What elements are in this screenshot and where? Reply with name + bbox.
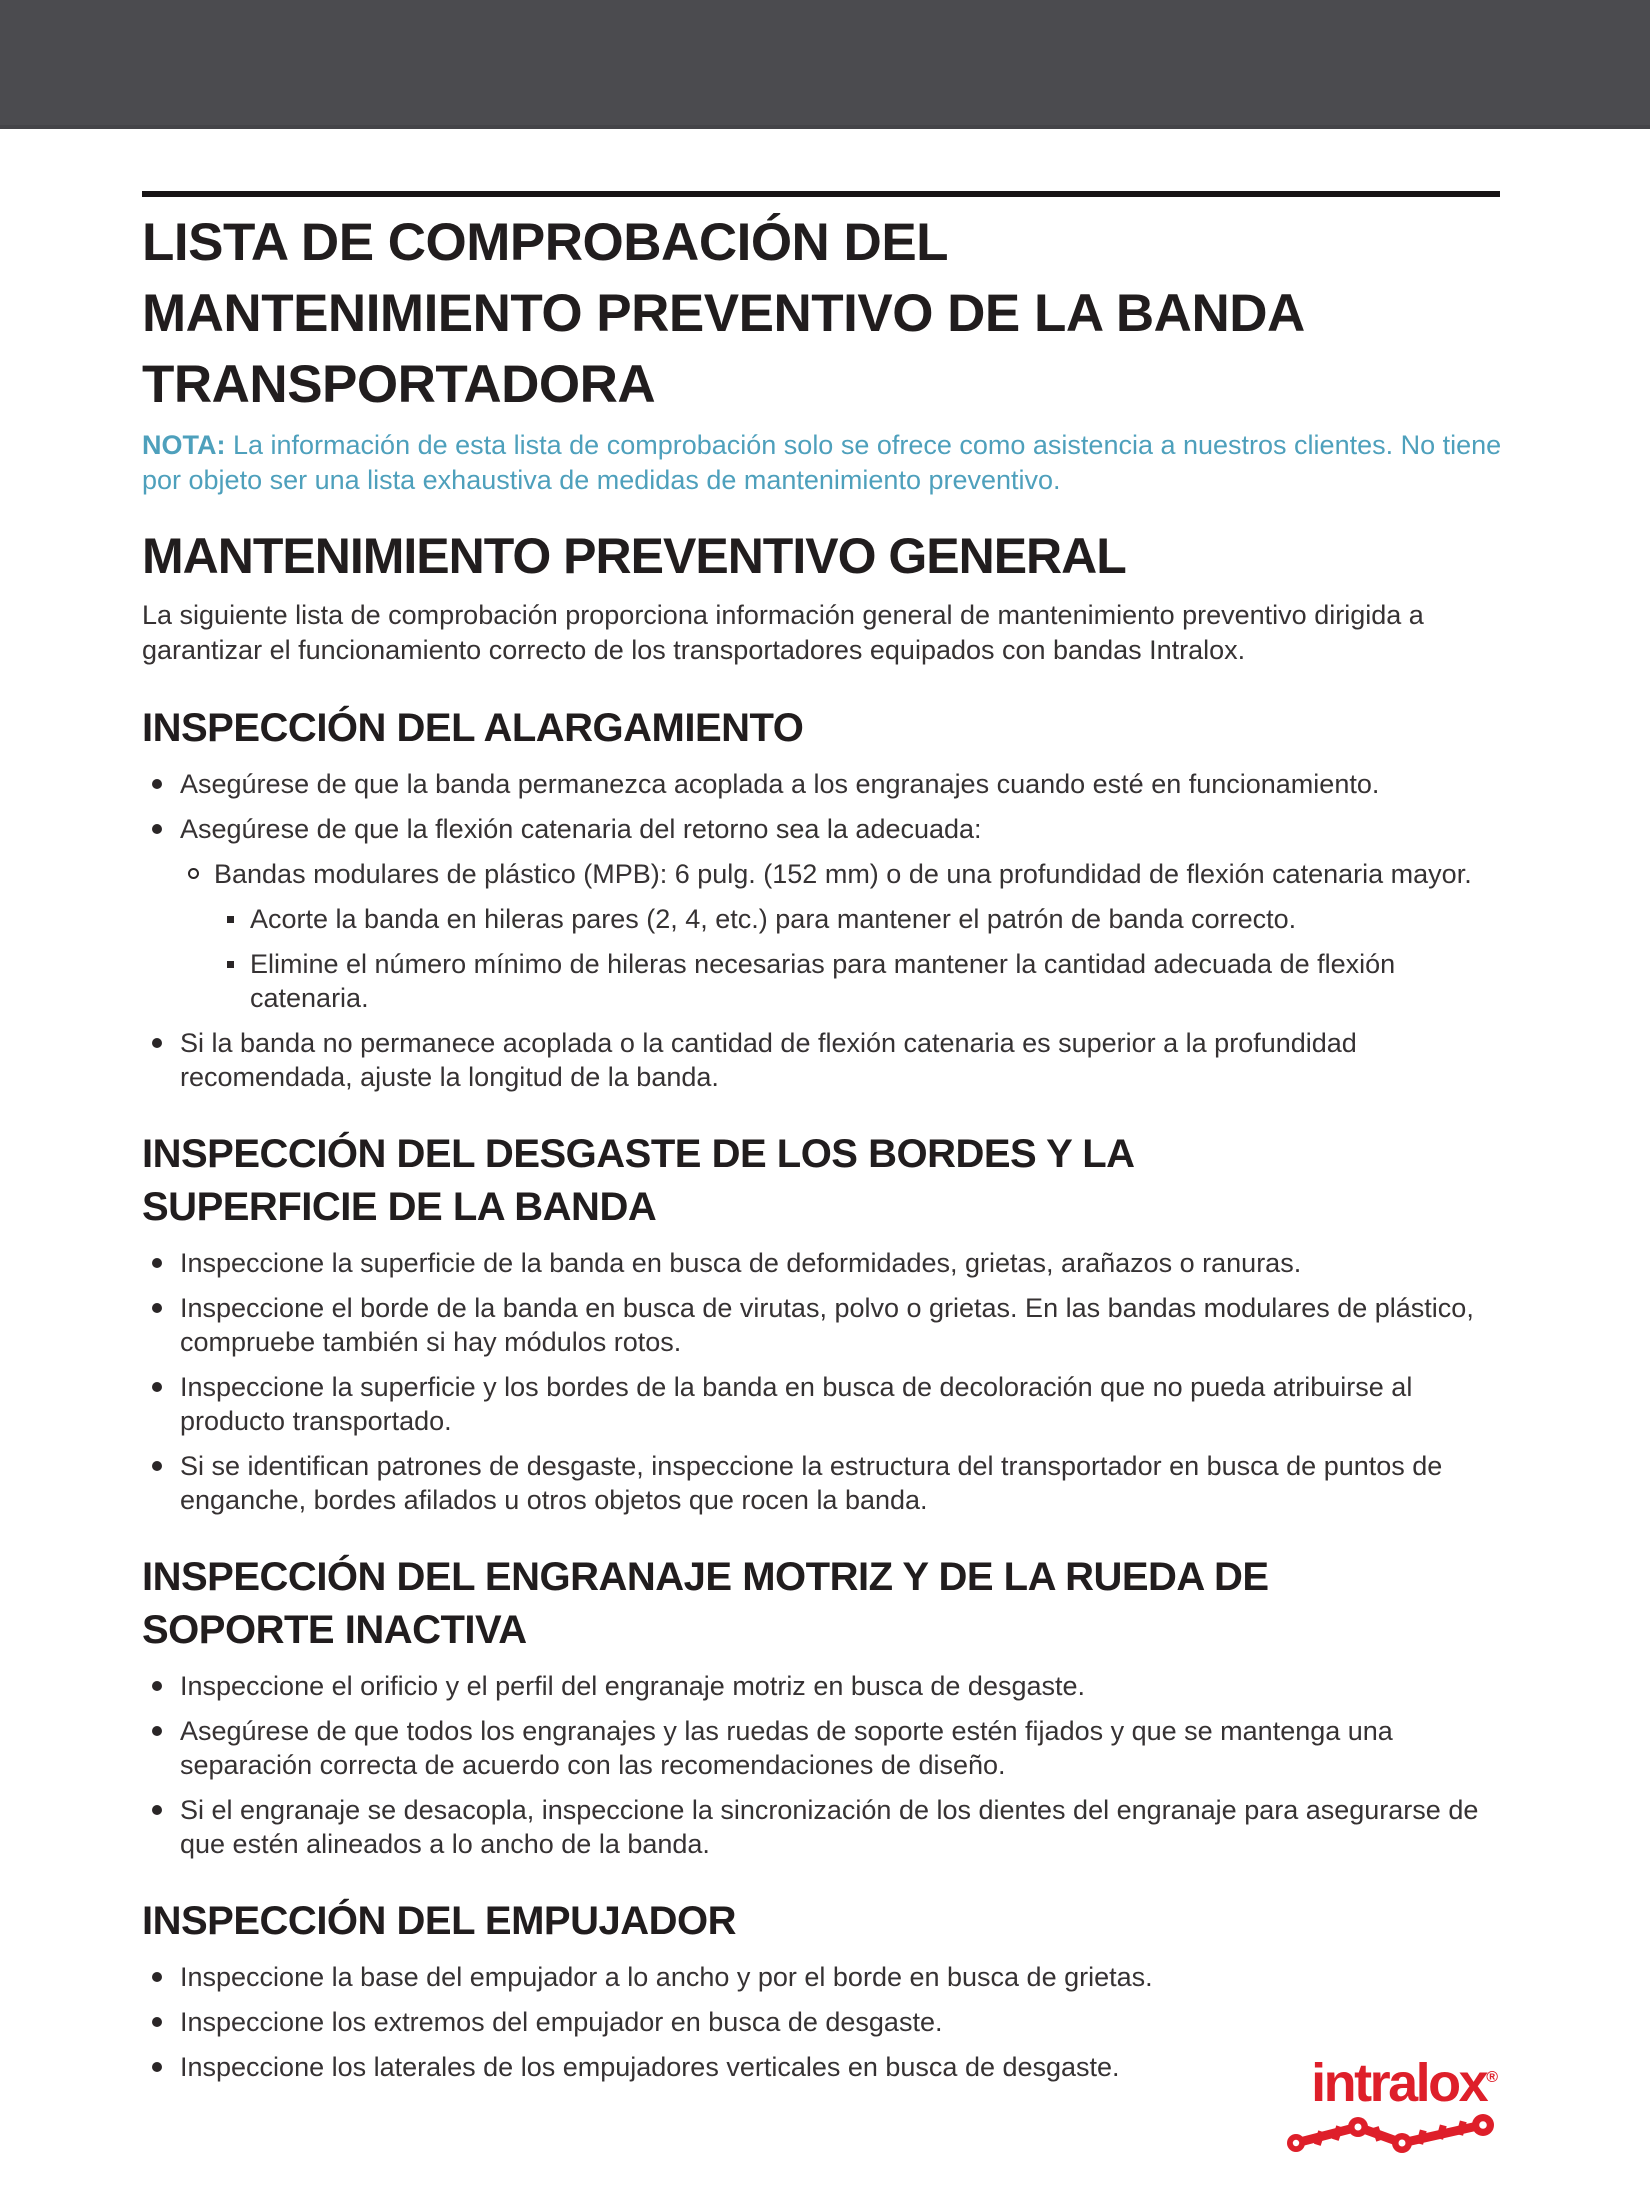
document-title: [142, 207, 1505, 420]
list-item: Asegúrese de que la flexión catenaria del retorno sea la adecuada:: [142, 812, 1505, 846]
section-heading-engranaje: [142, 1551, 1505, 1657]
heading-line: SUPERFICIE DE LA BANDA: [142, 1185, 657, 1229]
title-rule: [142, 191, 1500, 197]
belt-chain-icon: [1286, 2110, 1498, 2156]
registered-trademark-icon: ®: [1486, 2069, 1498, 2086]
section-heading-desgaste: [142, 1128, 1505, 1234]
document-body: [142, 125, 1505, 2095]
list-item: Inspeccione el orificio y el perfil del engranaje motriz en busca de desgaste.: [142, 1669, 1505, 1703]
checklist-alargamiento: [142, 767, 1505, 1094]
intralox-logo: [1286, 2053, 1498, 2156]
intralox-wordmark: [1286, 2053, 1498, 2113]
list-item: Acorte la banda en hileras pares (2, 4, etc.) para mantener el patrón de banda correcto.: [220, 902, 1505, 936]
document-title-line: TRANSPORTADORA: [142, 355, 656, 414]
heading-line: INSPECCIÓN DEL EMPUJADOR: [142, 1899, 737, 1943]
section-heading-empujador: [142, 1895, 1505, 1948]
heading-line: INSPECCIÓN DEL DESGASTE DE LOS BORDES Y LA: [142, 1132, 1135, 1176]
heading-line: SOPORTE INACTIVA: [142, 1608, 527, 1652]
checklist-desgaste: [142, 1246, 1505, 1517]
list-item: Inspeccione los laterales de los empujadores verticales en busca de desgaste.: [142, 2050, 1505, 2084]
list-item: Si el engranaje se desacopla, inspeccione la sincronización de los dientes del engranaje para asegurarse de que estén alineados a lo ancho de la banda.: [142, 1793, 1505, 1861]
list-item: Bandas modulares de plástico (MPB): 6 pulg. (152 mm) o de una profundidad de flexión catenaria mayor.: [182, 857, 1505, 891]
list-item: Si se identifican patrones de desgaste, inspeccione la estructura del transportador en busca de puntos de enganche, bordes afilados u otros objetos que rocen la banda.: [142, 1449, 1505, 1517]
heading-line: INSPECCIÓN DEL ALARGAMIENTO: [142, 706, 804, 750]
list-item: Inspeccione los extremos del empujador en busca de desgaste.: [142, 2005, 1505, 2039]
list-item: Inspeccione el borde de la banda en busca de virutas, polvo o grietas. En las bandas modulares de plástico, compruebe también si hay módulos rotos.: [142, 1291, 1505, 1359]
note-label: NOTA:: [142, 430, 226, 460]
page-header-band: [0, 0, 1650, 129]
list-item: Inspeccione la superficie de la banda en busca de deformidades, grietas, arañazos o ranuras.: [142, 1246, 1505, 1280]
intralox-wordmark-text: intralox: [1311, 2053, 1487, 2113]
note-text: La información de esta lista de comprobación solo se ofrece como asistencia a nuestros clientes. No tiene por objeto ser una lista exhaustiva de medidas de mantenimiento preventivo.: [142, 430, 1502, 495]
document-title-line: MANTENIMIENTO PREVENTIVO DE LA BANDA: [142, 284, 1305, 343]
list-item: Inspeccione la superficie y los bordes de la banda en busca de decoloración que no pueda atribuirse al producto transportado.: [142, 1370, 1505, 1438]
section-heading-alargamiento: [142, 702, 1505, 755]
general-intro-paragraph: La siguiente lista de comprobación proporciona información general de mantenimiento preventivo dirigida a garantizar el funcionamiento correcto de los transportadores equipados con bandas Intralox.: [142, 600, 1424, 665]
list-item: Si la banda no permanece acoplada o la cantidad de flexión catenaria es superior a la profundidad recomendada, ajuste la longitud de la banda.: [142, 1026, 1505, 1094]
document-title-line: LISTA DE COMPROBACIÓN DEL: [142, 213, 949, 272]
list-item: Elimine el número mínimo de hileras necesarias para mantener la cantidad adecuada de flexión catenaria.: [220, 947, 1505, 1015]
note-paragraph: [142, 428, 1505, 498]
list-item: Asegúrese de que todos los engranajes y las ruedas de soporte estén fijados y que se mantenga una separación correcta de acuerdo con las recomendaciones de diseño.: [142, 1714, 1505, 1782]
checklist-engranaje: [142, 1669, 1505, 1861]
section-heading-general: MANTENIMIENTO PREVENTIVO GENERAL: [142, 528, 1126, 584]
list-item: Inspeccione la base del empujador a lo ancho y por el borde en busca de grietas.: [142, 1960, 1505, 1994]
list-item: Asegúrese de que la banda permanezca acoplada a los engranajes cuando esté en funcionamiento.: [142, 767, 1505, 801]
heading-line: INSPECCIÓN DEL ENGRANAJE MOTRIZ Y DE LA RUEDA DE: [142, 1555, 1269, 1599]
